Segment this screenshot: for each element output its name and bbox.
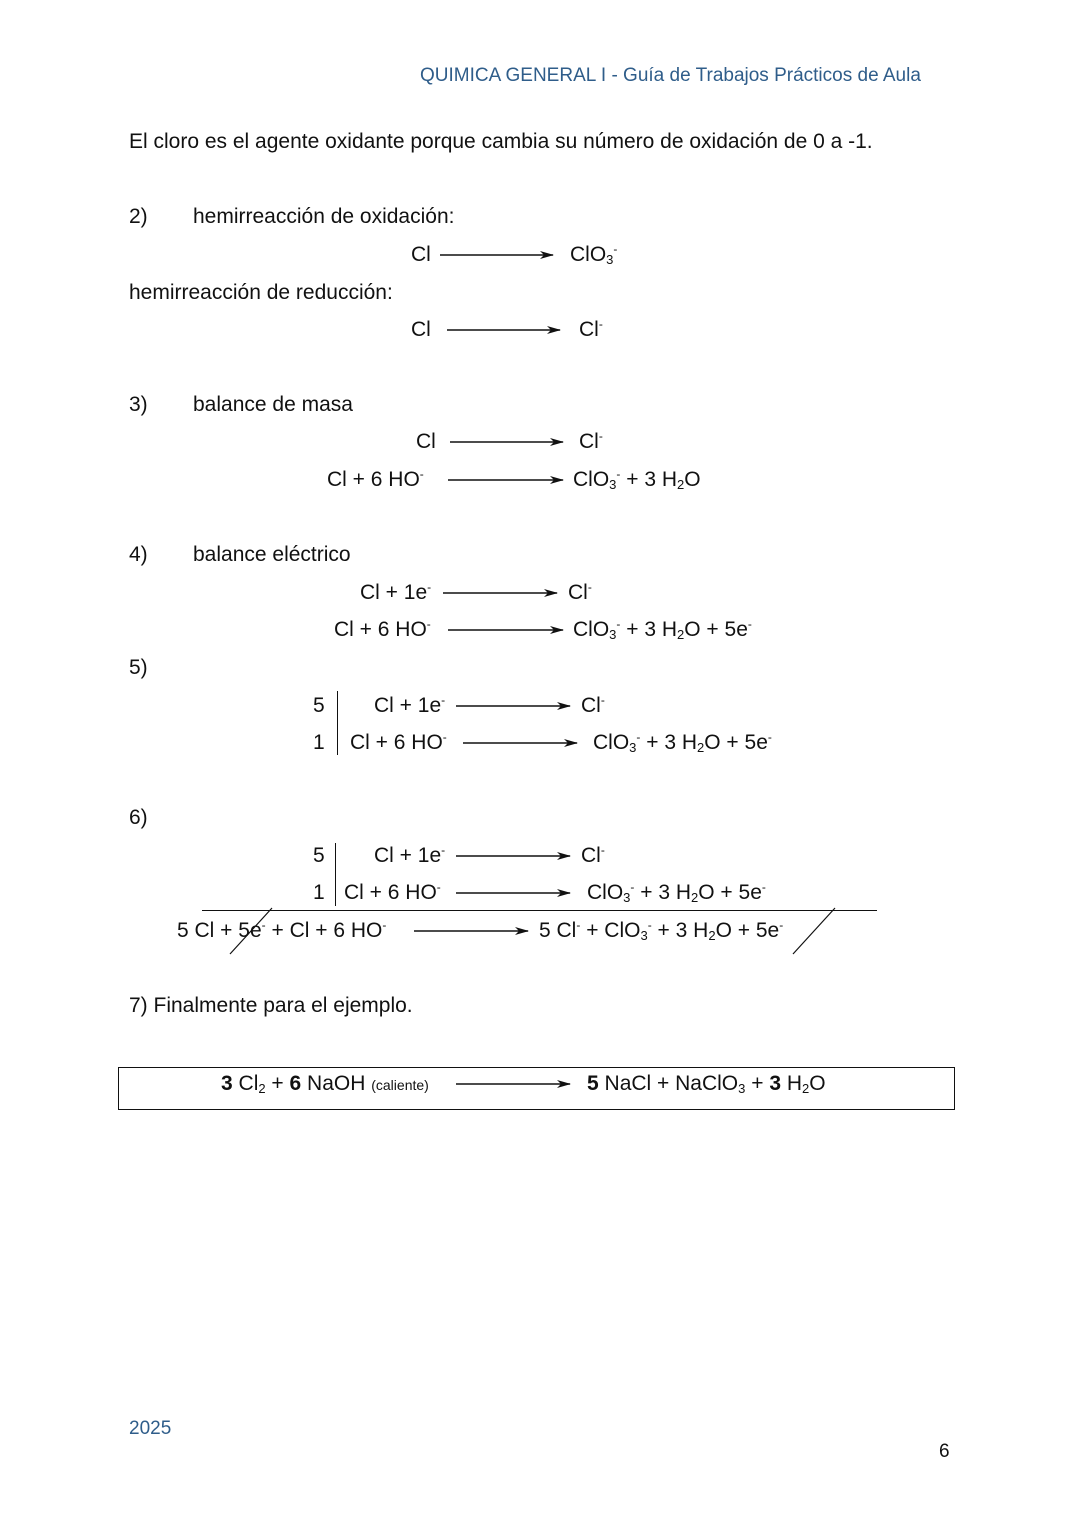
step-5-coef-1: 5 — [313, 694, 325, 717]
formula-text: Cl — [581, 694, 601, 717]
step-2-ox-right — [570, 243, 617, 267]
coefficient: 6 — [289, 1072, 302, 1095]
charge: - — [436, 880, 441, 894]
step-6-coef-divider — [335, 843, 336, 906]
coefficient: 5 — [587, 1072, 599, 1095]
page-header-title: QUIMICA GENERAL I - Guía de Trabajos Prácticos de Aula — [420, 65, 921, 86]
step-2-number: 2) — [129, 205, 148, 228]
formula-text: ClO — [573, 618, 610, 641]
charge: - — [761, 880, 766, 894]
footer-year: 2025 — [129, 1418, 172, 1439]
charge: - — [576, 918, 581, 932]
charge: - — [598, 317, 603, 331]
step-3-r1-right — [579, 430, 603, 454]
step-5-coef-2: 1 — [313, 731, 325, 754]
formula-text: 5 Cl + — [177, 919, 239, 942]
formula-text: O — [684, 468, 701, 491]
charge: - — [419, 467, 424, 481]
step-5-r2-left — [350, 731, 447, 755]
step-5-r1-right — [581, 694, 605, 718]
step-4-r2-left — [334, 618, 431, 642]
formula-text: + 3 H — [620, 618, 678, 641]
formula-text: O + 5e — [704, 731, 768, 754]
final-equation-right — [587, 1072, 826, 1096]
step-4-number: 4) — [129, 543, 148, 566]
subscript: 3 — [738, 1081, 746, 1096]
charge: - — [767, 730, 772, 744]
charge: - — [630, 880, 635, 894]
charge: - — [426, 617, 431, 631]
final-equation-left — [221, 1072, 429, 1096]
step-4-r1-right — [568, 581, 592, 605]
step-2-red-right — [579, 318, 603, 342]
formula-text: O + 5e — [684, 618, 748, 641]
coefficient: 3 — [221, 1072, 233, 1095]
formula-text: Cl + 1e — [360, 581, 428, 604]
subscript: 3 — [623, 890, 631, 905]
formula-text: NaOH — [301, 1072, 372, 1095]
formula-text: Cl + 6 HO — [350, 731, 443, 754]
step-6-r2-left — [344, 881, 441, 905]
step-7-label: 7) Finalmente para el ejemplo. — [129, 994, 413, 1017]
subscript: 2 — [802, 1081, 810, 1096]
step-2-ox-left: Cl — [411, 243, 431, 266]
step-6-r2-right — [587, 881, 766, 905]
step-2-red-label: hemirreacción de reducción: — [129, 281, 393, 304]
charge: - — [441, 843, 446, 857]
charge: - — [442, 730, 447, 744]
charge: - — [779, 918, 784, 932]
step-3-r2-left — [327, 468, 424, 492]
subscript: 2 — [677, 627, 685, 642]
charge: - — [382, 918, 387, 932]
cancelled-electrons: 5e — [238, 919, 262, 942]
subscript: 2 — [691, 890, 699, 905]
charge: - — [600, 693, 605, 707]
step-6-coef-2: 1 — [313, 881, 325, 904]
charge: - — [636, 730, 641, 744]
subscript: 3 — [629, 740, 637, 755]
formula-text: Cl — [232, 1072, 259, 1095]
cancel-stroke-right — [793, 908, 835, 954]
formula-text: O + 5e — [698, 881, 762, 904]
formula-text: + ClO — [580, 919, 641, 942]
formula-text: ClO — [573, 468, 610, 491]
cancelled-electrons: 5e — [755, 919, 780, 942]
formula-text: O + — [715, 919, 756, 942]
formula-text: Cl — [568, 581, 588, 604]
formula-text: Cl + 6 HO — [327, 468, 420, 491]
formula-text: 5 Cl — [539, 919, 577, 942]
formula-text: H — [781, 1072, 802, 1095]
charge: - — [600, 843, 605, 857]
charge: - — [261, 918, 266, 932]
step-4-r1-left — [360, 581, 431, 605]
subscript: 3 — [609, 477, 617, 492]
step-4-label: balance eléctrico — [193, 543, 351, 566]
subscript: 2 — [677, 477, 685, 492]
formula-text: + 3 H — [651, 919, 709, 942]
step-5-number: 5) — [129, 656, 148, 679]
step-3-r1-left: Cl — [416, 430, 436, 453]
formula-text: ClO — [587, 881, 624, 904]
subscript: 3 — [609, 627, 617, 642]
formula-text: NaCl + NaClO — [598, 1072, 739, 1095]
formula-text: + — [265, 1072, 290, 1095]
charge: - — [747, 617, 752, 631]
step-3-label: balance de masa — [193, 393, 353, 416]
formula-text: + 3 H — [640, 731, 698, 754]
formula-text: ClO — [570, 243, 607, 266]
step-6-coef-1: 5 — [313, 844, 325, 867]
step-6-sum-left — [177, 919, 386, 943]
subscript: 2 — [258, 1081, 266, 1096]
step-6-r1-left — [374, 844, 445, 868]
step-6-sum-right — [539, 919, 783, 943]
step-2-red-left: Cl — [411, 318, 431, 341]
step-5-r2-right — [593, 731, 772, 755]
formula-text: + 3 H — [634, 881, 692, 904]
step-5-coef-divider — [337, 691, 338, 755]
subscript: 2 — [697, 740, 705, 755]
step-3-r2-right — [573, 468, 701, 492]
formula-text: Cl + 1e — [374, 844, 442, 867]
intro-paragraph: El cloro es el agente oxidante porque cambia su número de oxidación de 0 a -1. — [129, 130, 873, 153]
subscript: 3 — [640, 928, 648, 943]
coefficient: 3 — [769, 1072, 781, 1095]
charge: - — [613, 242, 618, 256]
charge: - — [647, 918, 652, 932]
formula-text: + — [745, 1072, 770, 1095]
step-6-number: 6) — [129, 806, 148, 829]
formula-text: Cl + 1e — [374, 694, 442, 717]
formula-text: Cl — [579, 318, 599, 341]
charge: - — [441, 693, 446, 707]
formula-text: O — [809, 1072, 826, 1095]
formula-text: Cl — [579, 430, 599, 453]
formula-text: Cl — [581, 844, 601, 867]
charge: - — [427, 580, 432, 594]
step-5-r1-left — [374, 694, 445, 718]
page-number: 6 — [939, 1441, 950, 1462]
charge: - — [587, 580, 592, 594]
formula-text: Cl + 6 HO — [334, 618, 427, 641]
charge: - — [598, 429, 603, 443]
subscript: 3 — [606, 252, 614, 267]
charge: - — [616, 467, 621, 481]
condition-label: (caliente) — [371, 1077, 429, 1093]
step-6-sum-line — [202, 910, 877, 911]
formula-text: Cl + 6 HO — [344, 881, 437, 904]
formula-text: ClO — [593, 731, 630, 754]
subscript: 2 — [708, 928, 716, 943]
step-4-r2-right — [573, 618, 752, 642]
formula-text: + Cl + 6 HO — [265, 919, 383, 942]
formula-text: + 3 H — [620, 468, 678, 491]
step-6-r1-right — [581, 844, 605, 868]
charge: - — [616, 617, 621, 631]
step-2-ox-label: hemirreacción de oxidación: — [193, 205, 455, 228]
step-3-number: 3) — [129, 393, 148, 416]
